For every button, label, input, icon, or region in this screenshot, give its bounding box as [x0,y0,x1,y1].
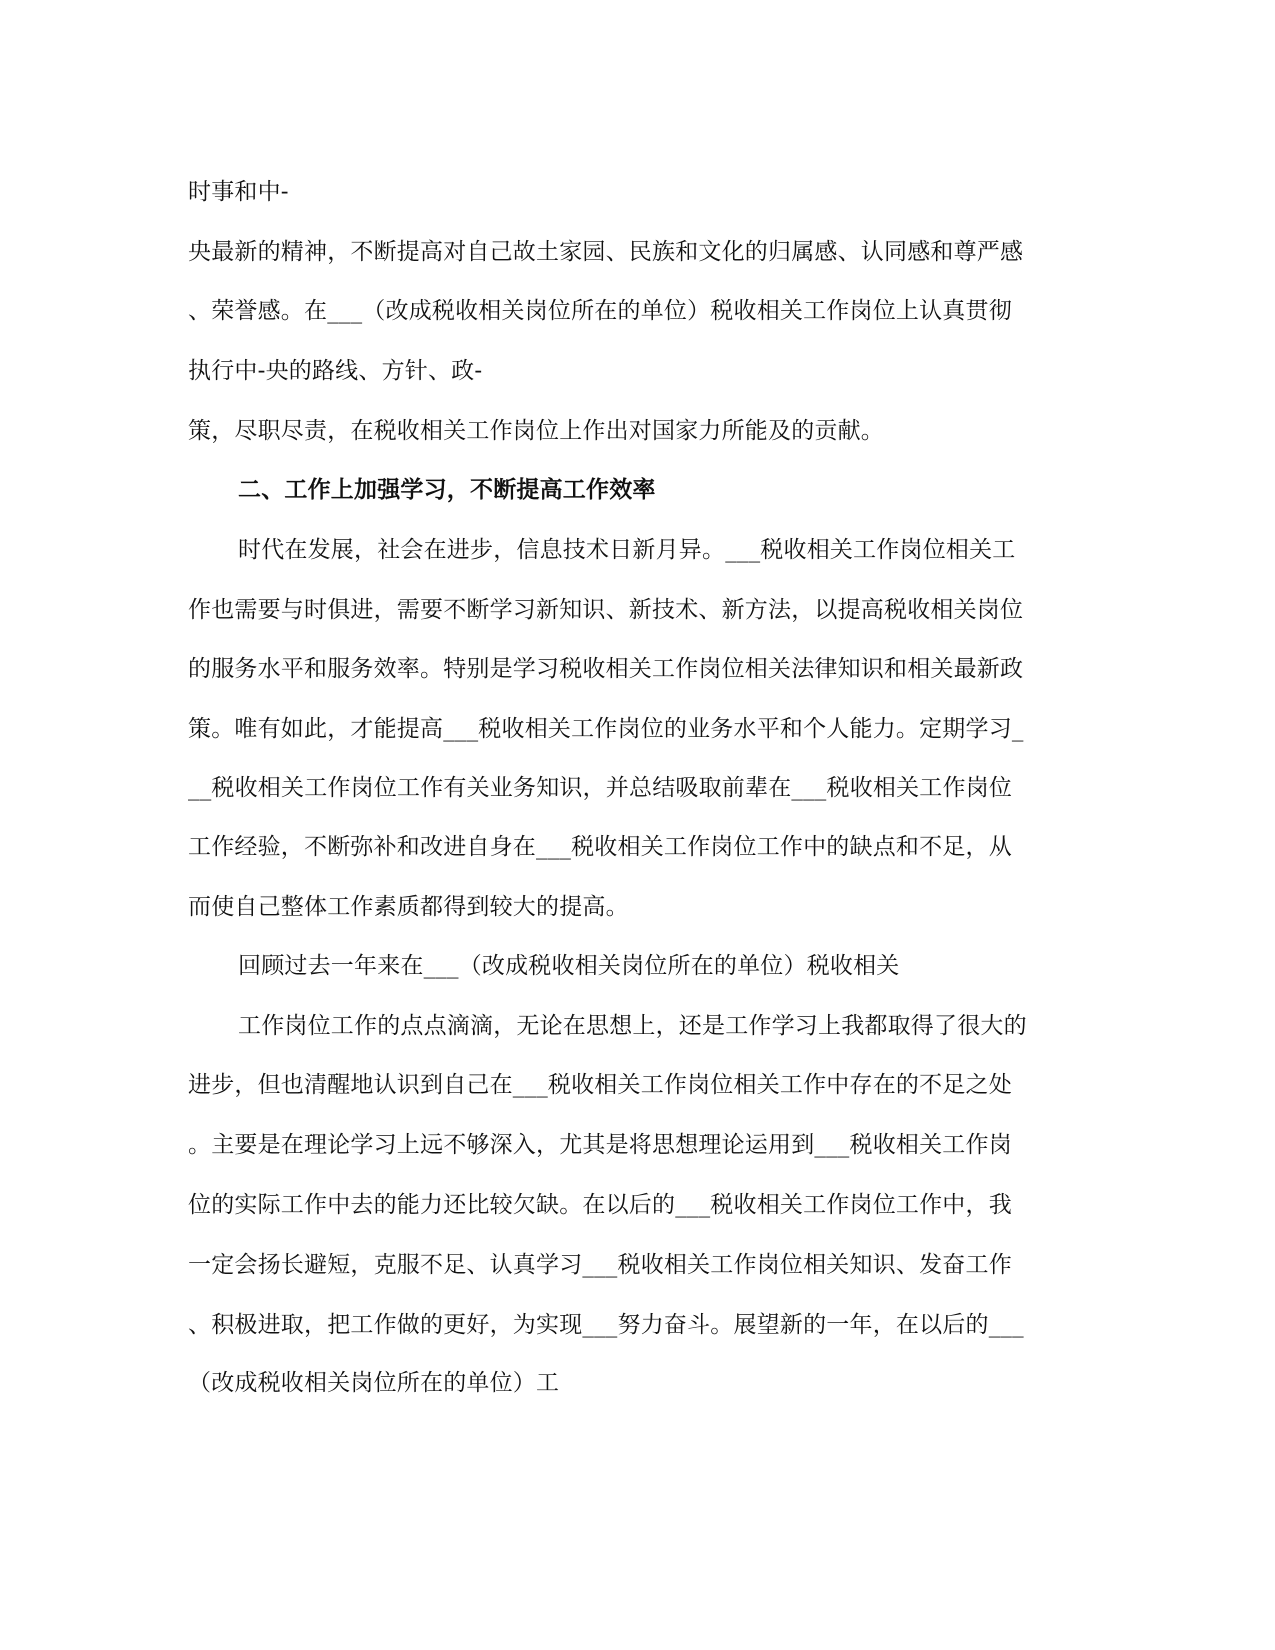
text-line: 。主要是在理论学习上远不够深入，尤其是将思想理论运用到___税收相关工作岗 [188,1132,1012,1158]
text-line: 作也需要与时俱进，需要不断学习新知识、新技术、新方法，以提高税收相关岗位 [188,597,1024,623]
section-heading: 二、工作上加强学习，不断提高工作效率 [238,476,656,503]
text-line: 策。唯有如此，才能提高___税收相关工作岗位的业务水平和个人能力。定期学习_ [188,716,1024,742]
text-line: （改成税收相关岗位所在的单位）工 [188,1370,560,1396]
text-line: 时代在发展，社会在进步，信息技术日新月异。___税收相关工作岗位相关工 [238,537,1016,563]
text-line: 而使自己整体工作素质都得到较大的提高。 [188,894,629,920]
text-line: 工作岗位工作的点点滴滴，无论在思想上，还是工作学习上我都取得了很大的 [238,1013,1027,1039]
text-line: __税收相关工作岗位工作有关业务知识，并总结吸取前辈在___税收相关工作岗位 [188,775,1013,801]
text-line: 执行中-央的路线、方针、政- [188,358,483,384]
text-line: 一定会扬长避短，克服不足、认真学习___税收相关工作岗位相关知识、发奋工作 [188,1252,1012,1278]
text-line: 策，尽职尽责，在税收相关工作岗位上作出对国家力所能及的贡献。 [188,418,884,444]
text-line: 时事和中- [188,179,289,205]
text-line: 工作经验，不断弥补和改进自身在___税收相关工作岗位工作中的缺点和不足，从 [188,834,1012,860]
text-line: 、积极进取，把工作做的更好，为实现___努力奋斗。展望新的一年，在以后的___ [188,1312,1024,1338]
text-line: 、荣誉感。在___（改成税收相关岗位所在的单位）税收相关工作岗位上认真贯彻 [188,298,1012,324]
text-line: 位的实际工作中去的能力还比较欠缺。在以后的___税收相关工作岗位工作中，我 [188,1192,1012,1218]
text-line: 进步，但也清醒地认识到自己在___税收相关工作岗位相关工作中存在的不足之处 [188,1072,1012,1098]
text-line: 的服务水平和服务效率。特别是学习税收相关工作岗位相关法律知识和相关最新政 [188,656,1024,682]
text-line: 央最新的精神，不断提高对自己故土家园、民族和文化的归属感、认同感和尊严感 [188,239,1024,265]
text-line: 回顾过去一年来在___（改成税收相关岗位所在的单位）税收相关 [238,953,900,979]
